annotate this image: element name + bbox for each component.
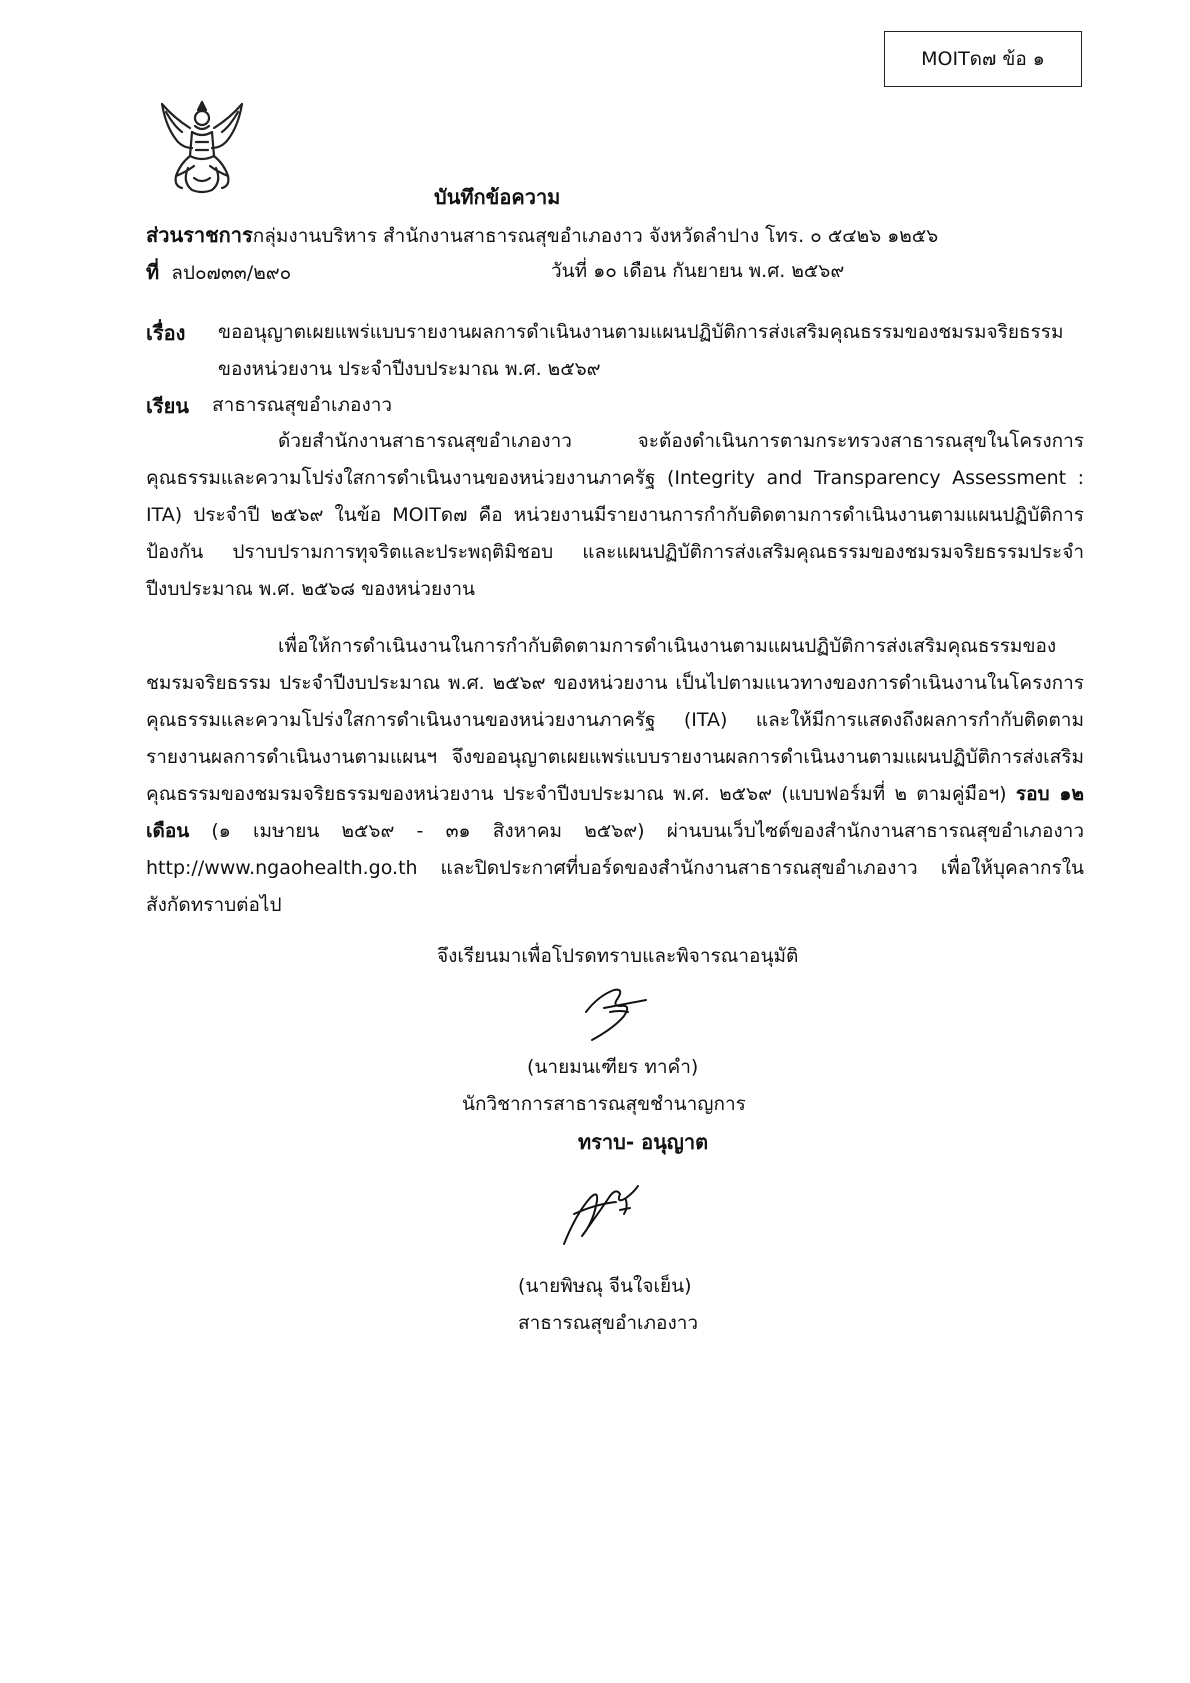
document-code: MOITด๗ ข้อ ๑ — [921, 48, 1045, 70]
subject-label: เรื่อง — [146, 321, 186, 345]
signer-1-position: นักวิชาการสาธารณสุขชำนาญการ — [462, 1093, 746, 1115]
body-paragraph-1: ด้วยสำนักงานสาธารณสุขอำเภองาว จะต้องดำเนินการตามกระทรวงสาธารณสุขในโครงการคุณธรรมและความโปร่งใสการดำเนินงานของหน่วยงานภาครัฐ (Integrity and Transparency Assessment : ITA) ประจำปี ๒๕๖๙ ในข้อ MOITด๗ คือ หน่วยงานมีรายงานการกำกับติดตามการดำเนินงานตามแผนปฏิบัติการป้องกัน ปราบปรามการทุจริตและประพฤติมิชอบ และแผนปฏิบัติการส่งเสริมคุณธรรมของชมรมจริยธรรมประจำปีงบประมาณ พ.ศ. ๒๕๖๘ ของหน่วยงาน — [146, 430, 1084, 600]
subject-line-1: ขออนุญาตเผยแพร่แบบรายงานผลการดำเนินงานตามแผนปฏิบัติการส่งเสริมคุณธรรมของชมรมจริยธรรม — [218, 321, 1064, 343]
signer-2-position: สาธารณสุขอำเภองาว — [518, 1312, 699, 1334]
reference-number: ลป๐๗๓๓/๒๙๐ — [171, 262, 292, 284]
memo-title: บันทึกข้อความ — [434, 185, 561, 209]
agency-label: ส่วนราชการ — [146, 223, 253, 247]
document-code-box — [884, 31, 1082, 87]
paragraph-2-round: รอบ ๑๒ เดือน — [146, 783, 1084, 842]
paragraph-2-part-1: เพื่อให้การดำเนินงานในการกำกับติดตามการดำเนินงานตามแผนปฏิบัติการส่งเสริมคุณธรรมของชมรมจริยธรรม ประจำปีงบประมาณ พ.ศ. ๒๕๖๙ ของหน่วยงาน เป็นไปตามแนวทางของการดำเนินงานในโครงการคุณธรรมและความโปร่งใสการดำเนินงานของหน่วยงานภาครัฐ (ITA) และให้มีการแสดงถึงผลการกำกับติดตามรายงานผลการดำเนินงานตามแผนฯ จึงขออนุญาตเผยแพร่แบบรายงานผลการดำเนินงานตามแผนปฏิบัติการส่งเสริมคุณธรรมของชมรมจริยธรรมของหน่วยงาน ประจำปีงบประมาณ พ.ศ. ๒๕๖๙ (แบบฟอร์มที่ ๒ ตามคู่มือฯ) — [146, 635, 1084, 805]
to-label: เรียน — [146, 394, 189, 418]
memo-date: วันที่ ๑๐ เดือน กันยายน พ.ศ. ๒๕๖๙ — [551, 260, 845, 282]
reference-label: ที่ — [146, 260, 160, 284]
approval-text: ทราบ- อนุญาต — [578, 1130, 709, 1154]
agency-line — [146, 219, 938, 251]
paragraph-2-part-2: (๑ เมษายน ๒๕๖๙ - ๓๑ สิงหาคม ๒๕๖๙) ผ่านบนเว็บไซต์ของสำนักงานสาธารณสุขอำเภองาว http://www.ngaohealth.go.th และปิดประกาศที่บอร์ดของสำนักงานสาธารณสุขอำเภองาว เพื่อให้บุคลากรในสังกัดทราบต่อไป — [146, 820, 1084, 916]
subject-line-2: ของหน่วยงาน ประจำปีงบประมาณ พ.ศ. ๒๕๖๙ — [218, 358, 601, 380]
reference-line — [146, 256, 291, 288]
to-value: สาธารณสุขอำเภองาว — [212, 394, 393, 416]
signature-2 — [556, 1174, 656, 1250]
agency-value: กลุ่มงานบริหาร สำนักงานสาธารณสุขอำเภองาว จังหวัดลำปาง โทร. ๐ ๕๔๒๖ ๑๒๕๖ — [252, 225, 939, 247]
closing-line: จึงเรียนมาเพื่อโปรดทราบและพิจารณาอนุมัติ — [437, 945, 799, 967]
signer-2-name: (นายพิษณุ จีนใจเย็น) — [518, 1275, 692, 1297]
garuda-emblem — [152, 98, 252, 196]
signer-1-name: (นายมนเฑียร ทาคำ) — [527, 1056, 699, 1078]
signature-1 — [574, 982, 654, 1044]
body-paragraph-2 — [146, 628, 1084, 924]
